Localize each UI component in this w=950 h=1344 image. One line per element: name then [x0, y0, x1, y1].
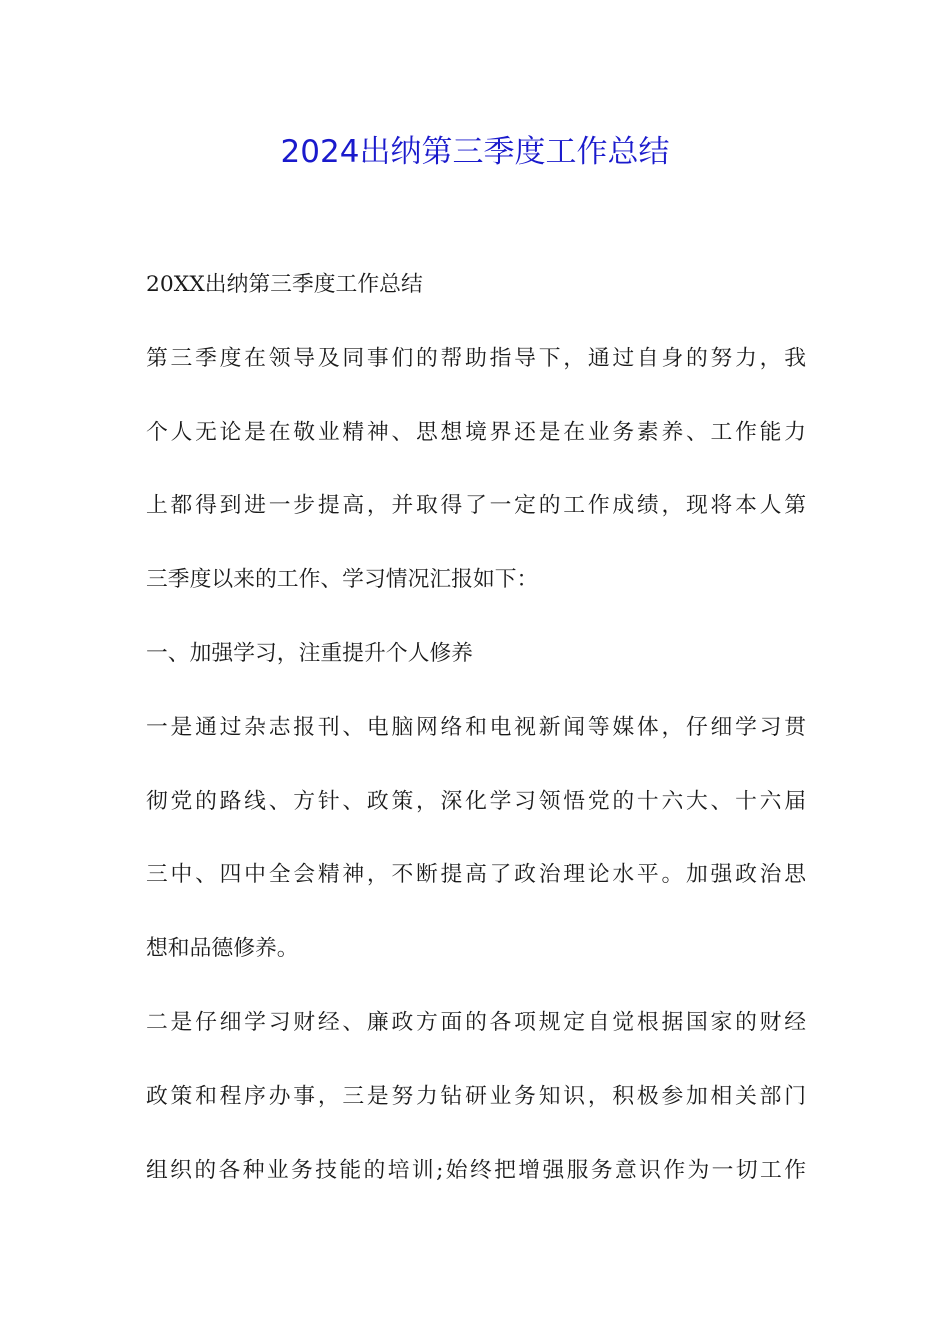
paragraph-line: 政策和程序办事，三是努力钻研业务知识，积极参加相关部门	[146, 1083, 806, 1109]
subtitle-line: 20XX出纳第三季度工作总结	[146, 272, 423, 297]
paragraph-line: 三季度以来的工作、学习情况汇报如下：	[146, 567, 539, 593]
paragraph-line: 个人无论是在敬业精神、思想境界还是在业务素养、工作能力	[146, 419, 806, 445]
paragraph-line: 彻党的路线、方针、政策，深化学习领悟党的十六大、十六届	[146, 788, 806, 814]
paragraph-line: 想和品德修养。	[146, 936, 299, 962]
paragraph-line: 第三季度在领导及同事们的帮助指导下，通过自身的努力，我	[146, 345, 806, 371]
document-body	[146, 262, 806, 1221]
paragraph-line: 二是仔细学习财经、廉政方面的各项规定自觉根据国家的财经	[146, 1009, 806, 1035]
paragraph-line: 上都得到进一步提高，并取得了一定的工作成绩，现将本人第	[146, 493, 806, 519]
document-title: 2024出纳第三季度工作总结	[280, 134, 670, 170]
paragraph-line: 组织的各种业务技能的培训;始终把增强服务意识作为一切工作	[146, 1157, 806, 1183]
paragraph-line: 三中、四中全会精神，不断提高了政治理论水平。加强政治思	[146, 862, 806, 888]
paragraph-line: 一是通过杂志报刊、电脑网络和电视新闻等媒体，仔细学习贯	[146, 714, 806, 740]
section-heading: 一、加强学习，注重提升个人修养	[146, 640, 473, 666]
